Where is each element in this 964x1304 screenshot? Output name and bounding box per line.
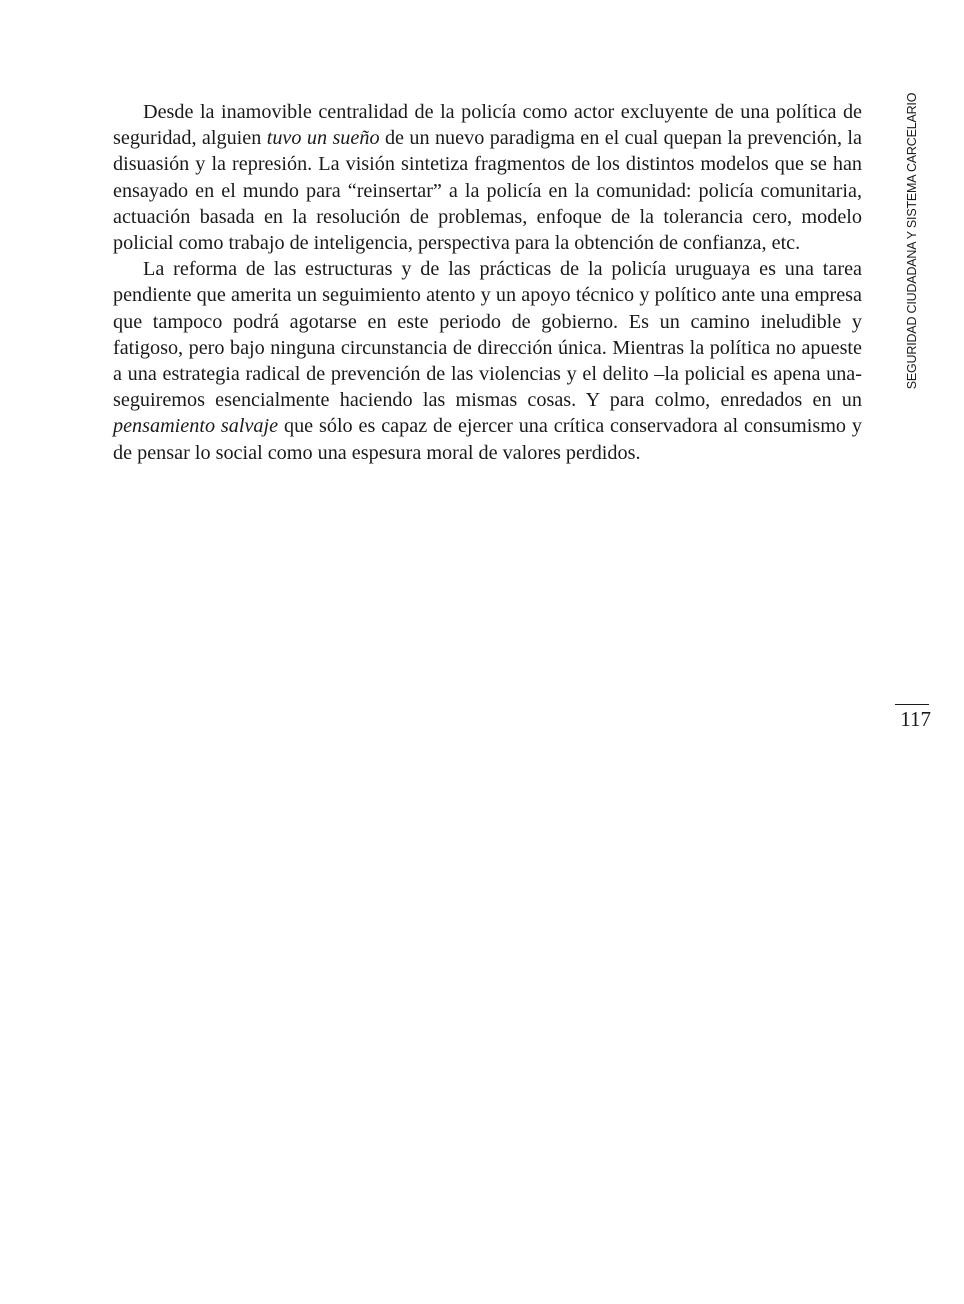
paragraph-1-italic-phrase: tuvo un sueño [266,127,380,150]
paragraph-2-text: La reforma de las estructuras y de las prácticas de la policía uruguaya es una tarea pendiente que amerita un seguimiento atento y un apoyo técnico y político ante una empresa que tampoco podrá agotarse en este periodo de gobierno. Es un camino ineludible y fatigoso, pero bajo ninguna circunstancia de dirección única. Mientras la política no apueste a una estrategia radical de prevención de las violencias y el delito –la policial es apena una- seguiremos esencialmente haciendo las mismas cosas. Y para colmo, enredados en un [113,258,862,412]
paragraph-1-text-continued: de un nuevo paradigma en el cual quepan la prevención, la disuasión y la represión. La visión sintetiza fragmentos de los distintos modelos que se han ensayado en el mundo para “reinsertar” a la policía en la comunidad: policía comunitaria, actuación basada en la resolución de problemas, enfoque de la tolerancia cero, modelo policial como trabajo de inteligencia, perspectiva para la obtención de confianza, etc. [113,127,863,255]
paragraph-1-text: Desde la inamovible centralidad de la policía como actor excluyente de una política de seguridad, alguien [113,101,862,150]
running-header-text: SEGURIDAD CIUDADANA Y SISTEMA CARCELARIO [905,92,920,390]
page-number: 117 [900,707,931,731]
page-number-rule [895,704,929,705]
paragraph-2 [113,256,862,466]
body-text [113,99,862,466]
paragraph-2-italic-phrase: pensamiento salvaje [113,415,279,438]
paragraph-1 [113,99,862,256]
paragraph-2-text-continued: que sólo es capaz de ejercer una crítica conservadora al consumismo y de pensar lo social como una espesura moral de valores perdidos. [113,415,862,464]
running-header [904,92,920,390]
